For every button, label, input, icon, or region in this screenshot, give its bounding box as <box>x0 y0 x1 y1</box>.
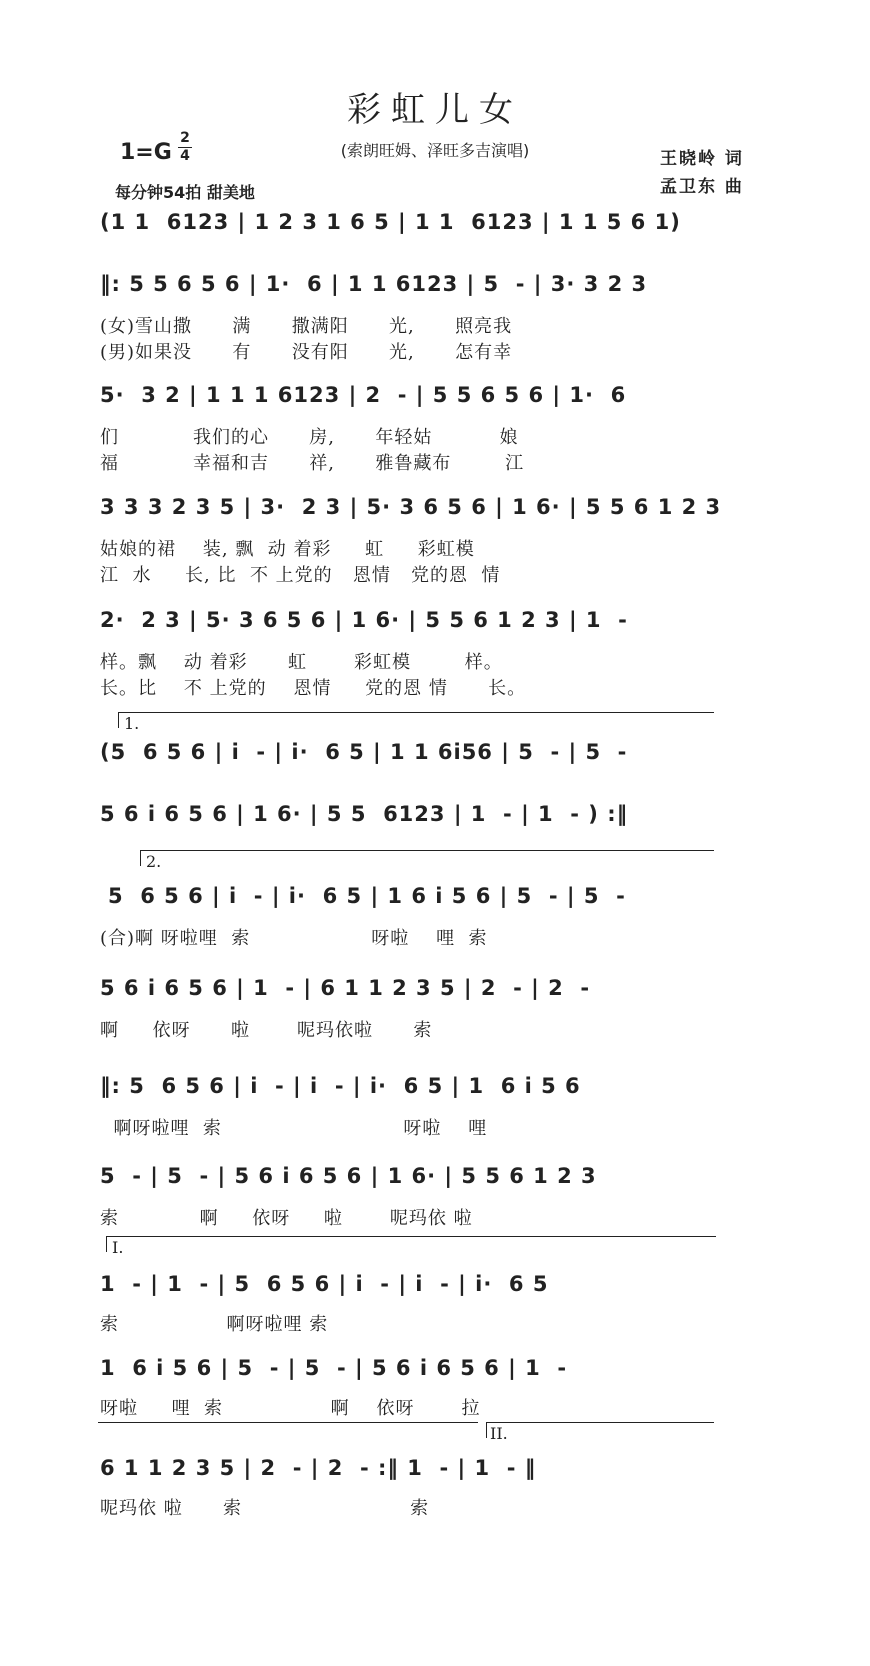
lyrics-line-2-verse-2: (男)如果没 有 没有阳 光, 怎有幸 <box>100 342 513 363</box>
notation-line-6: (5 6 5 6 | i - | i· 6 5 | 1 1 6i56 | 5 - | 5 - <box>100 740 628 764</box>
notation-line-3: 5· 3 2 | 1 1 1 6123 | 2 - | 5 5 6 5 6 | 1· 6 <box>100 383 627 407</box>
performers-subtitle: (索朗旺姆、泽旺多吉演唱) <box>340 141 530 160</box>
volta-bracket-I-edge <box>106 1236 107 1252</box>
lyrics-line-10: 啊呀啦哩 索 呀啦 哩 <box>100 1118 488 1139</box>
notation-line-10: ‖: 5 6 5 6 | i - | i - | i· 6 5 | 1 6 i 5 6 <box>100 1074 581 1098</box>
volta-bracket-II <box>486 1422 714 1423</box>
volta-label-1: 1. <box>124 714 140 733</box>
lyrics-line-2-verse-1: (女)雪山撒 满 撒满阳 光, 照亮我 <box>100 316 513 337</box>
notation-line-13: 1 6 i 5 6 | 5 - | 5 - | 5 6 i 6 5 6 | 1 - <box>100 1356 568 1380</box>
tempo-marking: 每分钟54拍 甜美地 <box>115 183 255 202</box>
lyrics-line-3-verse-1: 们 我们的心 房, 年轻姑 娘 <box>100 427 519 448</box>
notation-line-4: 3 3 3 2 3 5 | 3· 2 3 | 5· 3 6 5 6 | 1 6· | 5 5 6 1 2 3 <box>100 495 722 519</box>
notation-line-12: 1 - | 1 - | 5 6 5 6 | i - | i - | i· 6 5 <box>100 1272 549 1296</box>
notation-line-11: 5 - | 5 - | 5 6 i 6 5 6 | 1 6· | 5 5 6 1 2 3 <box>100 1164 597 1188</box>
volta-bracket-II-edge <box>486 1422 487 1438</box>
volta-bracket-2 <box>140 850 714 851</box>
notation-line-14: 6 1 1 2 3 5 | 2 - | 2 - :‖ 1 - | 1 - ‖ <box>100 1456 537 1480</box>
notation-line-7: 5 6 i 6 5 6 | 1 6· | 5 5 6123 | 1 - | 1 - ) :‖ <box>100 802 629 826</box>
lyrics-line-4-verse-1: 姑娘的裙 装, 飘 动 着彩 虹 彩虹模 <box>100 539 475 560</box>
lyrics-line-9: 啊 依呀 啦 呢玛依啦 索 <box>100 1020 433 1041</box>
lyrics-line-13: 呀啦 哩 索 啊 依呀 拉 <box>100 1398 481 1419</box>
volta-label-2: 2. <box>146 852 162 871</box>
volta-bracket-2-edge <box>140 850 141 866</box>
volta-bracket-1-edge <box>118 712 119 728</box>
volta-bracket-1 <box>118 712 714 713</box>
volta-bracket-I <box>106 1236 716 1237</box>
notation-line-1: (1 1 6123 | 1 2 3 1 6 5 | 1 1 6123 | 1 1 5 6 1) <box>100 210 681 234</box>
time-signature-top: 2 <box>180 130 190 146</box>
time-signature-bottom: 4 <box>180 148 190 164</box>
lyricist-credit: 王晓岭 词 <box>660 149 744 169</box>
lyrics-line-5-verse-2: 长。比 不 上党的 恩情 党的恩 情 长。 <box>100 678 527 699</box>
key-signature: 1=G <box>120 140 172 165</box>
lyrics-line-5-verse-1: 样。飘 动 着彩 虹 彩虹模 样。 <box>100 652 503 673</box>
volta-label-II: II. <box>490 1424 508 1443</box>
notation-line-8: 5 6 5 6 | i - | i· 6 5 | 1 6 i 5 6 | 5 - | 5 - <box>108 884 626 908</box>
lyrics-line-4-verse-2: 江 水 长, 比 不 上党的 恩情 党的恩 情 <box>100 565 501 586</box>
notation-line-9: 5 6 i 6 5 6 | 1 - | 6 1 1 2 3 5 | 2 - | 2 - <box>100 976 591 1000</box>
lyrics-line-11: 索 啊 依呀 啦 呢玛依 啦 <box>100 1208 473 1229</box>
notation-line-5: 2· 2 3 | 5· 3 6 5 6 | 1 6· | 5 5 6 1 2 3 | 1 - <box>100 608 628 632</box>
time-signature <box>178 130 192 165</box>
lyrics-line-12: 索 啊呀啦哩 索 <box>100 1314 329 1335</box>
song-title: 彩虹儿女 <box>347 90 523 130</box>
notation-line-2: ‖: 5 5 6 5 6 | 1· 6 | 1 1 6123 | 5 - | 3· 3 2 3 <box>100 272 648 296</box>
lyrics-line-14: 呢玛依 啦 索 索 <box>100 1498 430 1519</box>
separator-rule <box>98 1422 478 1423</box>
lyrics-line-3-verse-2: 福 幸福和吉 祥, 雅鲁藏布 江 <box>100 453 525 474</box>
composer-credit: 孟卫东 曲 <box>660 177 744 197</box>
lyrics-line-8: (合)啊 呀啦哩 索 呀啦 哩 索 <box>100 928 488 949</box>
volta-label-I: I. <box>112 1238 124 1257</box>
